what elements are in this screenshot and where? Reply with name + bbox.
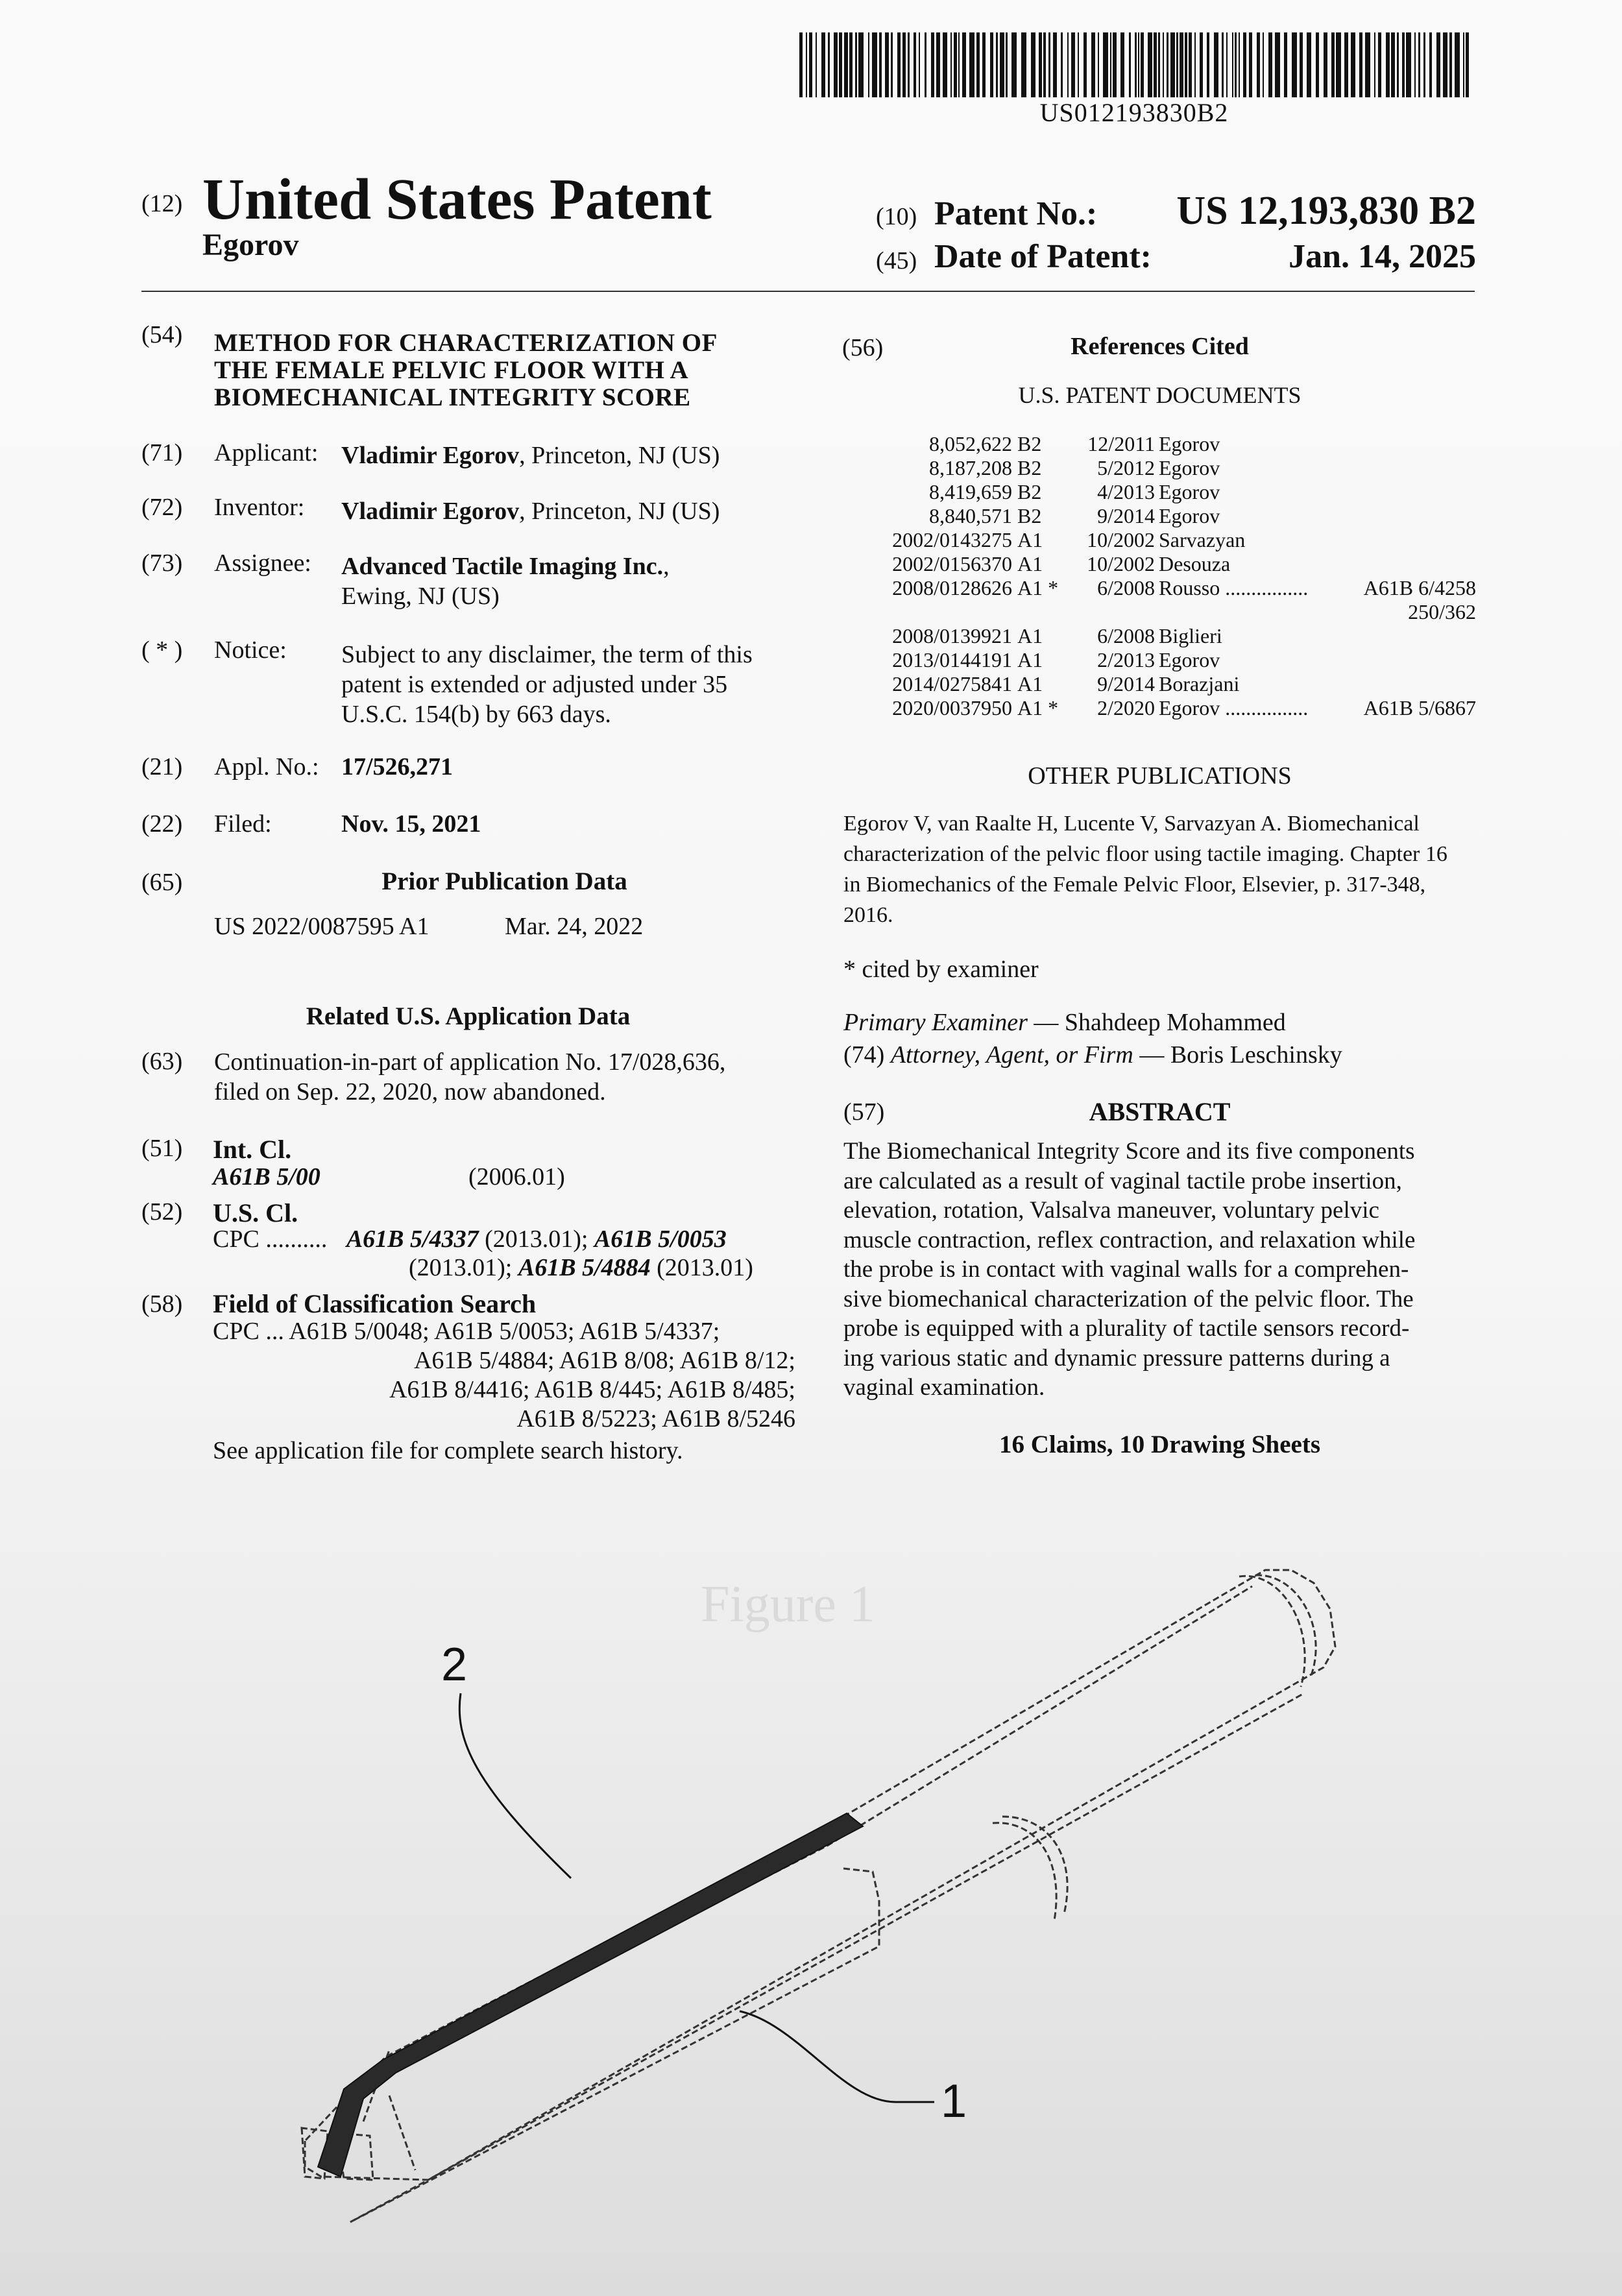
ref-name: Rousso ................	[1159, 576, 1309, 599]
barcode-number: US012193830B2	[1039, 98, 1229, 127]
barcode-bar	[872, 32, 877, 97]
filed-label: Filed:	[214, 810, 272, 838]
doc-type-title: United States Patent	[202, 167, 712, 232]
barcode-bar	[816, 32, 817, 97]
ref-num: 8,840,571	[929, 504, 1012, 527]
barcode-bar	[1098, 32, 1099, 97]
barcode-bar	[1039, 32, 1042, 97]
references-table	[843, 432, 1476, 718]
attorney	[843, 1041, 1342, 1069]
barcode-bar	[1292, 32, 1297, 97]
barcode-bar	[1336, 32, 1341, 97]
inid-code-58: (58)	[141, 1290, 183, 1318]
continuation-line: filed on Sep. 22, 2020, now abandoned.	[214, 1078, 606, 1106]
barcode-bar	[914, 32, 916, 97]
barcode-bar	[1167, 32, 1168, 97]
barcode-bar	[1397, 32, 1399, 97]
inventor-surname: Egorov	[202, 228, 299, 262]
field-search-note: See application file for complete search history.	[213, 1437, 683, 1464]
appl-no-label: Appl. No.:	[214, 753, 319, 780]
barcode-bar	[879, 32, 882, 97]
us-cl-label: U.S. Cl.	[213, 1198, 298, 1227]
barcode-bar	[1316, 32, 1319, 97]
inventor-location: , Princeton, NJ (US)	[519, 498, 720, 525]
inventor	[341, 497, 720, 526]
ref-name: Egorov	[1159, 456, 1220, 479]
barcode-bar	[908, 32, 910, 97]
ref-kind: A1	[1017, 528, 1043, 551]
barcode-bar	[849, 32, 853, 97]
abstract-text	[843, 1137, 1476, 1403]
barcode-bar	[1436, 32, 1440, 97]
barcode-bar	[897, 32, 901, 97]
barcode-bar	[1113, 32, 1117, 97]
barcode-bar	[858, 32, 864, 97]
notice-line: U.S.C. 154(b) by 663 days.	[341, 701, 611, 728]
inid-code-54: (54)	[141, 321, 183, 348]
notice-label: Notice:	[214, 636, 287, 664]
barcode-bar	[1067, 32, 1069, 97]
cpc-class: A61B 5/0053	[594, 1226, 727, 1253]
ref-name: Egorov ................	[1159, 696, 1309, 719]
barcode-bar	[1418, 32, 1420, 97]
abstract-line: probe is equipped with a plurality of tactile sensors record-	[843, 1315, 1410, 1342]
barcode-bar	[976, 32, 980, 97]
assignee-label: Assignee:	[214, 550, 311, 577]
barcode-bar	[1449, 32, 1452, 97]
title-line: METHOD FOR CHARACTERIZATION OF	[214, 329, 718, 357]
ref-date: 9/2014	[1097, 672, 1155, 695]
barcode-bar	[828, 32, 830, 97]
inid-code-72: (72)	[141, 494, 183, 521]
barcode-bar	[969, 32, 974, 97]
cpc-version: (2013.01);	[409, 1254, 518, 1281]
barcode-bar	[806, 32, 807, 97]
applicant-name: Vladimir Egorov	[341, 442, 520, 469]
ref-kind: A1	[1017, 552, 1043, 575]
barcode-bar	[919, 32, 920, 97]
ref-num: 2002/0156370	[892, 552, 1012, 575]
barcode-bar	[1263, 32, 1264, 97]
barcode-bar	[1163, 32, 1164, 97]
barcode-bar	[1091, 32, 1095, 97]
barcode-bar	[954, 32, 957, 97]
barcode-bar	[1006, 32, 1008, 97]
barcode-bar	[925, 32, 926, 97]
ref-num: 8,187,208	[929, 456, 1012, 479]
inid-code-21: (21)	[141, 753, 183, 780]
barcode-bar	[1222, 32, 1224, 97]
ref-date: 5/2012	[1097, 456, 1155, 479]
barcode-bar	[1185, 32, 1187, 97]
ref-kind: A1	[1017, 648, 1043, 671]
ref-cls: 250/362	[1408, 600, 1476, 623]
ref-name: Biglieri	[1159, 624, 1222, 647]
abstract-line: are calculated as a result of vaginal tactile probe insertion,	[843, 1167, 1402, 1194]
ref-date: 2/2013	[1097, 648, 1155, 671]
barcode-bar	[844, 32, 848, 97]
field-search-label: Field of Classification Search	[213, 1289, 537, 1318]
inid-code-22: (22)	[141, 810, 183, 838]
barcode-bar	[1365, 32, 1370, 97]
field-line: A61B 5/4884; A61B 8/08; A61B 8/12;	[413, 1347, 795, 1374]
barcode-bar	[1351, 32, 1355, 97]
attorney-label: Attorney, Agent, or Firm	[890, 1041, 1133, 1069]
ref-date: 10/2002	[1087, 528, 1155, 551]
other-publication	[843, 808, 1476, 930]
inventor-label: Inventor:	[214, 494, 305, 521]
barcode-bar	[982, 32, 986, 97]
probe-drawing	[0, 1479, 1622, 2296]
abstract-title: ABSTRACT	[1089, 1097, 1231, 1126]
cpc-version: (2013.01);	[478, 1226, 594, 1253]
ref-num: 8,419,659	[929, 480, 1012, 503]
barcode-bar	[1300, 32, 1303, 97]
barcode-bar	[1443, 32, 1447, 97]
continuation-line: Continuation-in-part of application No. 17/028,636,	[214, 1048, 726, 1076]
ref-kind: A1 *	[1017, 696, 1059, 719]
barcode-bar	[1000, 32, 1004, 97]
barcode-bar	[1048, 32, 1050, 97]
ref-cls: A61B 6/4258	[1363, 576, 1476, 599]
barcode-bar	[1402, 32, 1405, 97]
barcode-bar	[1232, 32, 1233, 97]
invention-title	[214, 330, 718, 411]
barcode-bar	[1148, 32, 1152, 97]
barcode-bar	[834, 32, 838, 97]
barcode-bar	[1135, 32, 1137, 97]
related-data-title: Related U.S. Application Data	[306, 1002, 631, 1030]
inid-code-45: (45)	[876, 247, 917, 274]
barcode-bar	[1466, 32, 1469, 97]
ref-name: Egorov	[1159, 648, 1220, 671]
barcode-bar	[1378, 32, 1381, 97]
barcode-bar	[1061, 32, 1063, 97]
barcode-bar	[1158, 32, 1160, 97]
barcode-bar	[1176, 32, 1178, 97]
abstract-line: ing various static and dynamic pressure patterns during a	[843, 1344, 1390, 1372]
barcode-bar	[1275, 32, 1280, 97]
abstract-line: muscle contraction, reflex contraction, and relaxation while	[843, 1226, 1416, 1253]
examiner-label: Primary Examiner	[843, 1009, 1028, 1036]
inventor-name: Vladimir Egorov	[341, 498, 520, 525]
barcode-bar	[943, 32, 947, 97]
attorney-name: — Boris Leschinsky	[1133, 1041, 1342, 1069]
cpc-line-1	[213, 1225, 727, 1253]
ref-kind: B2	[1017, 504, 1042, 527]
date-of-patent-label: Date of Patent:	[934, 238, 1152, 275]
barcode-bar	[1214, 32, 1218, 97]
barcode-bar	[1406, 32, 1411, 97]
other-publications-title: OTHER PUBLICATIONS	[1028, 762, 1292, 790]
ref-kind: A1 *	[1017, 576, 1059, 599]
ref-date: 4/2013	[1097, 480, 1155, 503]
barcode-bar	[1235, 32, 1237, 97]
ref-cls: A61B 5/6867	[1363, 696, 1476, 719]
abstract-line: sive biomechanical characterization of the pelvic floor. The	[843, 1285, 1414, 1312]
applicant-label: Applicant:	[214, 439, 319, 466]
barcode-bar	[1189, 32, 1192, 97]
inid-code-notice: ( * )	[141, 636, 183, 664]
barcode	[799, 32, 1469, 97]
barcode-bar	[1200, 32, 1203, 97]
barcode-bar	[1239, 32, 1240, 97]
inid-code-73: (73)	[141, 550, 183, 577]
ref-num: 2008/0128626	[892, 576, 1012, 599]
barcode-bar	[931, 32, 934, 97]
ref-name: Sarvazyan	[1159, 528, 1246, 551]
ref-name: Desouza	[1159, 552, 1231, 575]
barcode-bar	[1154, 32, 1157, 97]
barcode-bar	[950, 32, 952, 97]
barcode-bar	[1083, 32, 1087, 97]
appl-no: 17/526,271	[341, 753, 454, 780]
barcode-bar	[1011, 32, 1017, 97]
cpc-version: (2013.01)	[650, 1254, 753, 1281]
abstract-line: vaginal examination.	[843, 1374, 1045, 1401]
ref-date: 10/2002	[1087, 552, 1155, 575]
ref-date: 9/2014	[1097, 504, 1155, 527]
field-line: A61B 8/5223; A61B 8/5246	[516, 1405, 795, 1432]
ref-kind: A1	[1017, 624, 1043, 647]
inid-code-56: (56)	[842, 334, 884, 361]
barcode-bar	[891, 32, 893, 97]
field-line: CPC ... A61B 5/0048; A61B 5/0053; A61B 5/4337;	[213, 1318, 720, 1345]
cpc-prefix: CPC ..........	[213, 1226, 328, 1253]
ref-num: 2014/0275841	[892, 672, 1012, 695]
other-pub-line: 2016.	[843, 903, 893, 927]
barcode-bar	[1344, 32, 1348, 97]
cited-by-examiner-note: * cited by examiner	[843, 956, 1039, 983]
ref-num: 2013/0144191	[892, 648, 1012, 671]
barcode-bar	[1078, 32, 1079, 97]
barcode-bar	[1110, 32, 1111, 97]
barcode-bar	[1391, 32, 1395, 97]
barcode-bar	[839, 32, 842, 97]
barcode-bar	[1374, 32, 1375, 97]
reference-numeral-1: 1	[940, 2075, 967, 2127]
prior-publication-title: Prior Publication Data	[381, 867, 627, 895]
ref-kind: A1	[1017, 672, 1043, 695]
barcode-bar	[868, 32, 869, 97]
abstract-line: The Biomechanical Integrity Score and its five components	[843, 1138, 1415, 1165]
barcode-bar	[1331, 32, 1335, 97]
header-rule	[141, 291, 1475, 292]
int-cl-label: Int. Cl.	[213, 1135, 292, 1164]
inid-code-71: (71)	[141, 439, 183, 466]
barcode-bar	[1414, 32, 1416, 97]
abstract-line: elevation, rotation, Valsalva maneuver, voluntary pelvic	[843, 1197, 1379, 1224]
patent-number: US 12,193,830 B2	[1176, 189, 1476, 233]
notice-text	[341, 640, 753, 729]
date-of-patent: Jan. 14, 2025	[1289, 238, 1476, 275]
inid-code-65: (65)	[141, 869, 183, 896]
barcode-bar	[821, 32, 825, 97]
ref-date: 6/2008	[1097, 624, 1155, 647]
field-line: A61B 8/4416; A61B 8/445; A61B 8/485;	[389, 1376, 795, 1403]
ref-num: 2008/0139921	[892, 624, 1012, 647]
barcode-bar	[1307, 32, 1311, 97]
other-pub-line: characterization of the pelvic floor using tactile imaging. Chapter 16	[843, 842, 1447, 866]
ref-kind: B2	[1017, 480, 1042, 503]
us-patent-docs-title: U.S. PATENT DOCUMENTS	[1018, 382, 1301, 408]
prior-publication-number: US 2022/0087595 A1	[214, 913, 430, 940]
ref-name: Borazjani	[1159, 672, 1240, 695]
barcode-bar	[1249, 32, 1252, 97]
barcode-bar	[1021, 32, 1026, 97]
barcode-bar	[936, 32, 940, 97]
inid-code-51: (51)	[141, 1135, 183, 1162]
barcode-bar	[902, 32, 906, 97]
patent-no-label: Patent No.:	[934, 195, 1098, 232]
barcode-bar	[1129, 32, 1131, 97]
notice-line: Subject to any disclaimer, the term of this	[341, 641, 753, 668]
barcode-bar	[1243, 32, 1246, 97]
barcode-bar	[1284, 32, 1287, 97]
barcode-bar	[1386, 32, 1390, 97]
barcode-bar	[1180, 32, 1183, 97]
abstract-line: the probe is in contact with vaginal walls for a comprehen-	[843, 1256, 1409, 1283]
other-pub-line: in Biomechanics of the Female Pelvic Floor, Elsevier, p. 317-348,	[843, 873, 1426, 897]
cpc-class: A61B 5/4337	[346, 1226, 479, 1253]
cpc-class: A61B 5/4884	[518, 1254, 651, 1281]
barcode-bar	[1103, 32, 1108, 97]
barcode-bar	[1194, 32, 1196, 97]
applicant	[341, 441, 720, 470]
ref-name: Egorov	[1159, 504, 1220, 527]
barcode-bar	[1257, 32, 1260, 97]
claims-summary: 16 Claims, 10 Drawing Sheets	[999, 1431, 1321, 1458]
barcode-bar	[1463, 32, 1464, 97]
assignee-name: Advanced Tactile Imaging Inc.	[341, 553, 664, 580]
cpc-line-2	[409, 1253, 753, 1282]
barcode-bar	[1226, 32, 1228, 97]
notice-line: patent is extended or adjusted under 35	[341, 671, 728, 698]
ref-num: 8,052,622	[929, 432, 1012, 455]
barcode-bar	[1324, 32, 1327, 97]
ref-num: 2020/0037950	[892, 696, 1012, 719]
assignee-comma: ,	[663, 553, 670, 580]
prior-publication-date: Mar. 24, 2022	[505, 913, 644, 940]
barcode-bar	[1359, 32, 1362, 97]
barcode-bar	[1141, 32, 1144, 97]
filed-date: Nov. 15, 2021	[341, 810, 481, 838]
reference-numeral-2: 2	[441, 1639, 468, 1691]
inid-code-63: (63)	[141, 1048, 183, 1075]
barcode-bar	[962, 32, 966, 97]
barcode-bar	[1455, 32, 1460, 97]
other-pub-line: Egorov V, van Raalte H, Lucente V, Sarvazyan A. Biomechanical	[843, 812, 1420, 836]
barcode-bar	[996, 32, 998, 97]
barcode-bar	[799, 32, 803, 97]
barcode-bar	[855, 32, 857, 97]
ref-date: 2/2020	[1097, 696, 1155, 719]
ref-name: Egorov	[1159, 432, 1220, 455]
barcode-bar	[1043, 32, 1046, 97]
inid-code-74: (74)	[843, 1041, 885, 1069]
barcode-bar	[885, 32, 889, 97]
references-title: References Cited	[1071, 333, 1249, 360]
assignee	[341, 551, 670, 611]
ref-kind: B2	[1017, 432, 1042, 455]
barcode-bar	[1138, 32, 1139, 97]
barcode-bar	[1207, 32, 1209, 97]
barcode-bar	[1071, 32, 1075, 97]
barcode-bar	[1268, 32, 1272, 97]
primary-examiner	[843, 1008, 1286, 1037]
ref-name: Egorov	[1159, 480, 1220, 503]
continuation-text	[214, 1047, 725, 1107]
int-cl-class: A61B 5/00	[213, 1163, 321, 1190]
barcode-bar	[990, 32, 993, 97]
field-search-text	[213, 1317, 795, 1434]
title-line: BIOMECHANICAL INTEGRITY SCORE	[214, 383, 691, 411]
applicant-location: , Princeton, NJ (US)	[519, 442, 720, 469]
inid-code-52: (52)	[141, 1198, 183, 1226]
title-line: THE FEMALE PELVIC FLOOR WITH A	[214, 356, 689, 384]
int-cl-version: (2006.01)	[468, 1163, 565, 1190]
inid-code-12: (12)	[141, 190, 183, 217]
barcode-bar	[1053, 32, 1057, 97]
ref-date: 6/2008	[1097, 576, 1155, 599]
barcode-bar	[809, 32, 812, 97]
ref-kind: B2	[1017, 456, 1042, 479]
barcode-bar	[1429, 32, 1432, 97]
examiner-name: — Shahdeep Mohammed	[1027, 1009, 1286, 1036]
barcode-bar	[1423, 32, 1425, 97]
ref-date: 12/2011	[1087, 432, 1155, 455]
inid-code-10: (10)	[876, 203, 917, 230]
barcode-bar	[958, 32, 960, 97]
barcode-bar	[1031, 32, 1035, 97]
assignee-location: Ewing, NJ (US)	[341, 583, 500, 610]
ref-num: 2002/0143275	[892, 528, 1012, 551]
barcode-bar	[1170, 32, 1175, 97]
figure-caption: Figure 1	[701, 1576, 875, 1633]
barcode-bar	[1120, 32, 1124, 97]
inid-code-57: (57)	[843, 1098, 885, 1126]
